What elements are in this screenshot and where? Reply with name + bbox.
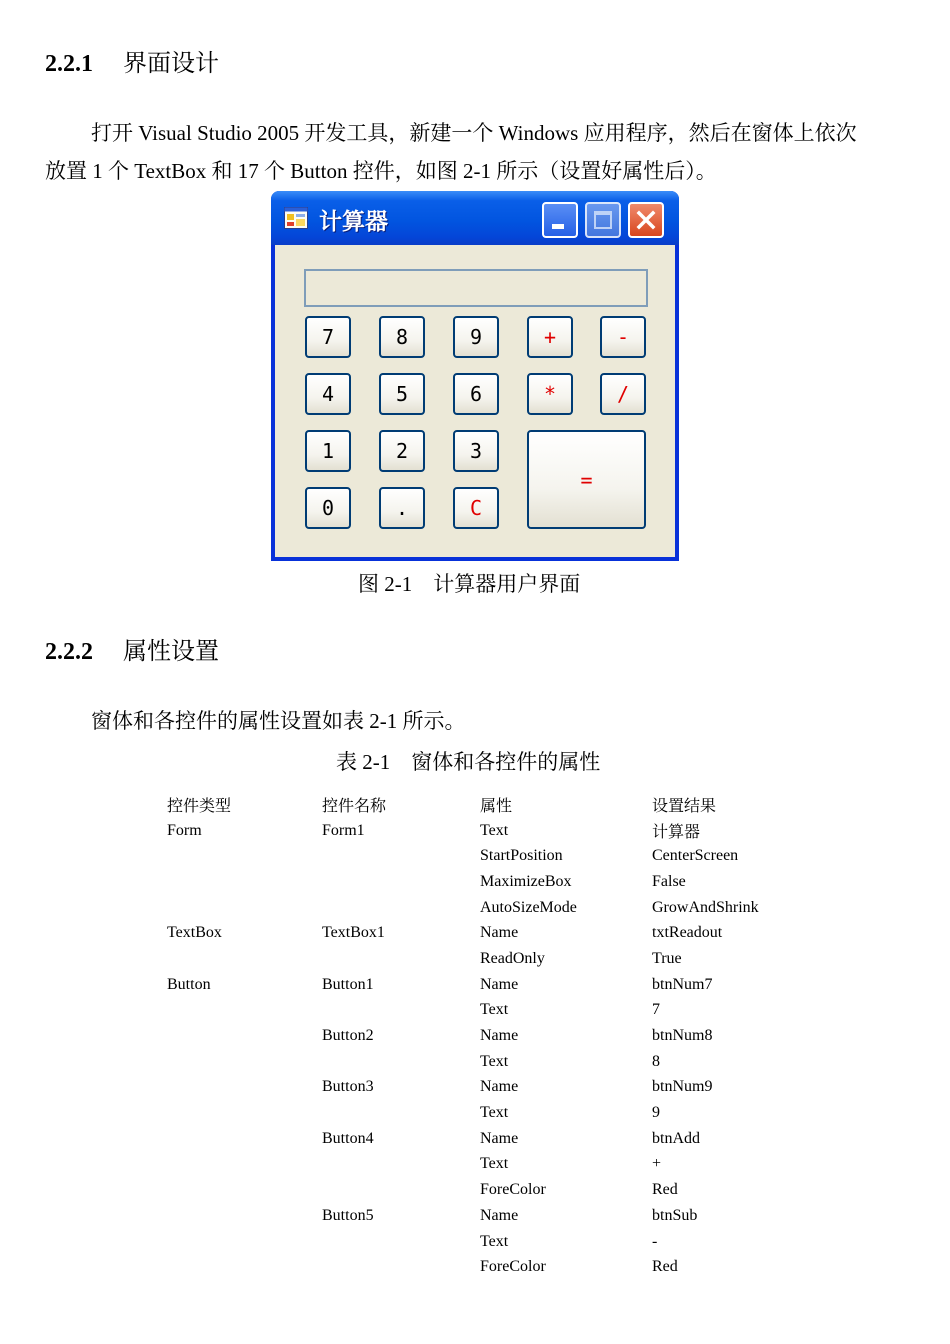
table-row <box>167 1152 852 1178</box>
btn-dot[interactable]: . <box>379 487 425 529</box>
table-row <box>167 998 852 1024</box>
section-number: 2.2.1 <box>45 51 93 77</box>
table-cell <box>167 1075 322 1101</box>
table-row <box>167 946 852 972</box>
table-cell <box>322 1100 480 1126</box>
table-cell: btnNum8 <box>652 1027 713 1045</box>
table-cell: TextBox1 <box>322 924 385 942</box>
table-cell: Button2 <box>322 1027 374 1045</box>
table-cell <box>167 1177 322 1203</box>
section-title: 界面设计 <box>123 51 219 77</box>
btn-num-4[interactable]: 4 <box>305 373 351 415</box>
table-cell: Red <box>652 1258 678 1276</box>
table-cell <box>167 998 322 1024</box>
table-cell: Text <box>480 1232 509 1250</box>
table-cell: txtReadout <box>652 924 723 942</box>
table-cell: CenterScreen <box>652 847 739 865</box>
table-cell: GrowAndShrink <box>652 898 759 916</box>
figure-caption: 图 2-1 计算器用户界面 <box>358 572 581 596</box>
table-header-cell: 设置结果 <box>652 798 717 816</box>
table-row <box>167 1049 852 1075</box>
table-cell <box>322 895 480 921</box>
table-header-cell: 属性 <box>480 798 513 816</box>
table-cell <box>167 1254 322 1280</box>
table-row <box>167 1254 852 1280</box>
section-heading-2-2-1 <box>45 50 219 78</box>
table-cell: btnNum9 <box>652 1078 713 1096</box>
table-cell: 7 <box>652 1001 660 1019</box>
table-row <box>167 1023 852 1049</box>
table-header-row <box>167 792 852 818</box>
table-cell: Form1 <box>322 821 365 839</box>
table-cell <box>322 1229 480 1255</box>
table-row <box>167 818 852 844</box>
table-cell: ReadOnly <box>480 949 545 967</box>
table-cell: Text <box>480 1155 509 1173</box>
btn-sub[interactable]: - <box>600 316 646 358</box>
btn-add[interactable]: + <box>527 316 573 358</box>
table-cell: StartPosition <box>480 847 563 865</box>
table-cell <box>167 946 322 972</box>
table-cell: Text <box>480 1104 509 1122</box>
form-client-area <box>275 245 675 557</box>
table-cell <box>167 1023 322 1049</box>
table-cell <box>167 843 322 869</box>
table-cell: Name <box>480 1078 519 1096</box>
close-icon[interactable] <box>628 202 664 238</box>
maximize-icon[interactable] <box>585 202 621 238</box>
table-cell: True <box>652 949 682 967</box>
table-cell: Button5 <box>322 1206 374 1224</box>
table-row <box>167 843 852 869</box>
table-row <box>167 1075 852 1101</box>
table-cell <box>322 1049 480 1075</box>
table-cell <box>322 843 480 869</box>
calculator-window <box>271 191 679 561</box>
table-row <box>167 972 852 998</box>
table-cell <box>322 1152 480 1178</box>
section-heading-2-2-2 <box>45 638 219 666</box>
table-cell: btnAdd <box>652 1129 700 1147</box>
table-cell <box>167 1229 322 1255</box>
readout-textbox[interactable] <box>304 269 648 307</box>
table-cell <box>322 869 480 895</box>
table-cell: 9 <box>652 1104 660 1122</box>
btn-num-0[interactable]: 0 <box>305 487 351 529</box>
table-cell <box>167 1152 322 1178</box>
table-cell: - <box>652 1232 658 1250</box>
table-cell <box>167 1126 322 1152</box>
table-cell: Button4 <box>322 1129 374 1147</box>
btn-num-8[interactable]: 8 <box>379 316 425 358</box>
table-header-cell: 控件类型 <box>167 798 232 816</box>
table-cell: TextBox <box>167 924 222 942</box>
window-title: 计算器 <box>319 209 388 235</box>
table-cell: Text <box>480 1052 509 1070</box>
table-row <box>167 1229 852 1255</box>
btn-clear[interactable]: C <box>453 487 499 529</box>
table-row <box>167 1177 852 1203</box>
table-row <box>167 1100 852 1126</box>
table-cell: AutoSizeMode <box>480 898 577 916</box>
title-bar[interactable] <box>271 191 679 245</box>
table-cell <box>167 1100 322 1126</box>
table-cell: Name <box>480 1027 519 1045</box>
table-cell: Form <box>167 821 202 839</box>
table-cell <box>167 869 322 895</box>
table-cell <box>167 1049 322 1075</box>
table-cell: Button1 <box>322 975 374 993</box>
table-row <box>167 920 852 946</box>
table-cell <box>322 946 480 972</box>
table-cell <box>322 1254 480 1280</box>
table-cell: Name <box>480 924 519 942</box>
table-cell: 8 <box>652 1052 660 1070</box>
table-cell: ForeColor <box>480 1181 546 1199</box>
btn-num-6[interactable]: 6 <box>453 373 499 415</box>
btn-equals[interactable]: = <box>527 430 646 529</box>
table-cell: Text <box>480 1001 509 1019</box>
btn-num-3[interactable]: 3 <box>453 430 499 472</box>
btn-num-7[interactable]: 7 <box>305 316 351 358</box>
table-header-cell: 控件名称 <box>322 798 387 816</box>
table-cell: Name <box>480 1206 519 1224</box>
property-table <box>167 792 852 1280</box>
minimize-icon[interactable] <box>542 202 578 238</box>
btn-div[interactable]: / <box>600 373 646 415</box>
table-cell <box>167 895 322 921</box>
table-cell: ForeColor <box>480 1258 546 1276</box>
section-number: 2.2.2 <box>45 639 93 665</box>
app-form-icon <box>284 207 308 229</box>
table-cell <box>167 1203 322 1229</box>
table-cell: btnSub <box>652 1206 698 1224</box>
table-row <box>167 869 852 895</box>
table-cell: Button <box>167 975 211 993</box>
table-row <box>167 1203 852 1229</box>
table-cell: Name <box>480 1129 519 1147</box>
table-cell: Button3 <box>322 1078 374 1096</box>
btn-num-9[interactable]: 9 <box>453 316 499 358</box>
section-title: 属性设置 <box>123 639 219 665</box>
btn-num-2[interactable]: 2 <box>379 430 425 472</box>
paragraph-2: 窗体和各控件的属性设置如表 2-1 所示。 <box>91 709 466 733</box>
table-cell: 计算器 <box>652 824 701 842</box>
table-caption: 表 2-1 窗体和各控件的属性 <box>336 750 601 774</box>
table-cell: Text <box>480 821 509 839</box>
table-cell <box>322 1177 480 1203</box>
table-cell: False <box>652 872 686 890</box>
table-row <box>167 1126 852 1152</box>
btn-mul[interactable]: * <box>527 373 573 415</box>
btn-num-1[interactable]: 1 <box>305 430 351 472</box>
table-cell: btnNum7 <box>652 975 713 993</box>
paragraph-line-1: 打开 Visual Studio 2005 开发工具，新建一个 Windows 应用程序，然后在窗体上依次 <box>91 121 857 145</box>
table-cell: MaximizeBox <box>480 872 572 890</box>
table-cell: + <box>652 1155 662 1173</box>
table-cell: Name <box>480 975 519 993</box>
table-row <box>167 895 852 921</box>
table-cell: Red <box>652 1181 678 1199</box>
paragraph-line-2: 放置 1 个 TextBox 和 17 个 Button 控件，如图 2-1 所示（设置好属性后）。 <box>45 159 717 183</box>
table-cell <box>322 998 480 1024</box>
btn-num-5[interactable]: 5 <box>379 373 425 415</box>
